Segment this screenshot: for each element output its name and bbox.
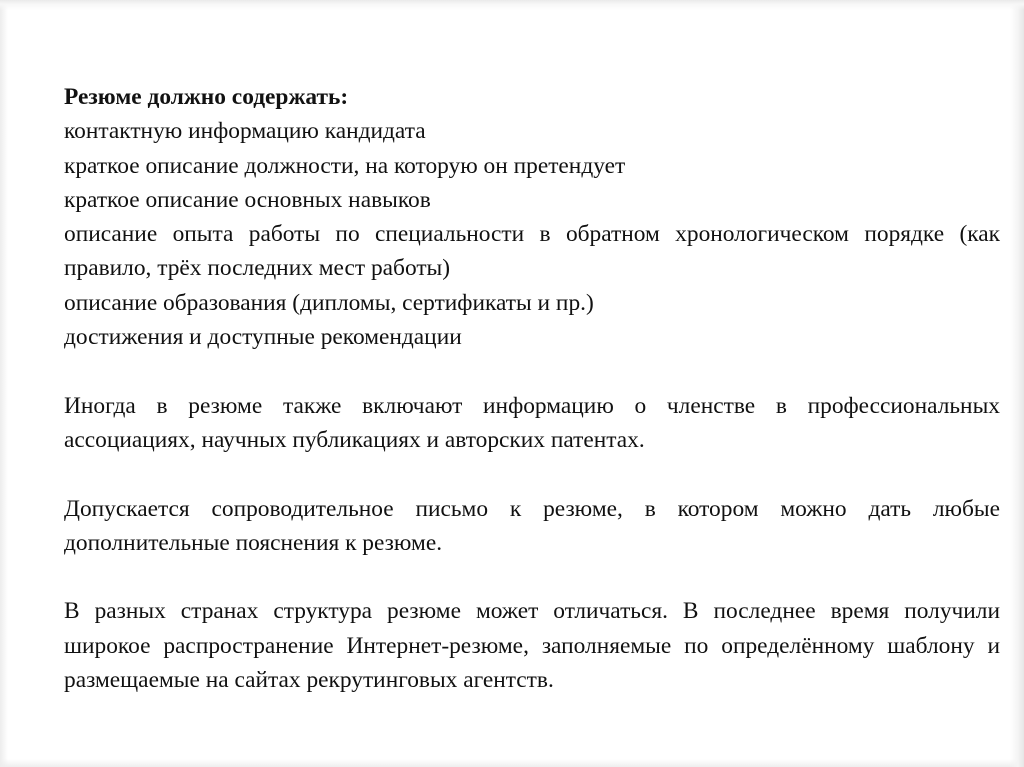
resume-heading: Резюме должно содержать:: [64, 84, 349, 110]
list-item: контактную информацию кандидата: [64, 118, 426, 145]
paragraph-memberships: Иногда в резюме также включают информацию о членстве в профессиональных ассоциациях, научных публикациях и авторских патентах.: [64, 392, 1000, 453]
list-item: описание образования (дипломы, сертификаты и пр.): [64, 289, 594, 316]
slide-content: [64, 80, 1000, 697]
list-item: краткое описание основных навыков: [64, 186, 431, 213]
paragraph-cover-letter: Допускается сопроводительное письмо к резюме, в котором можно дать любые дополнительные пояснения к резюме.: [64, 495, 1000, 556]
resume-contents-list: [64, 114, 1000, 354]
list-item: описание опыта работы по специальности в обратном хронологическом порядке (как правило, трёх последних мест работы): [64, 221, 1000, 282]
paragraph-countries: В разных странах структура резюме может отличаться. В последнее время получили широкое распространение Интернет-резюме, заполняемые по определённому шаблону и размещаемые на сайтах рекрутинговых агентств.: [64, 598, 1000, 694]
list-item: достижения и доступные рекомендации: [64, 324, 462, 351]
list-item: краткое описание должности, на которую он претендует: [64, 152, 626, 179]
